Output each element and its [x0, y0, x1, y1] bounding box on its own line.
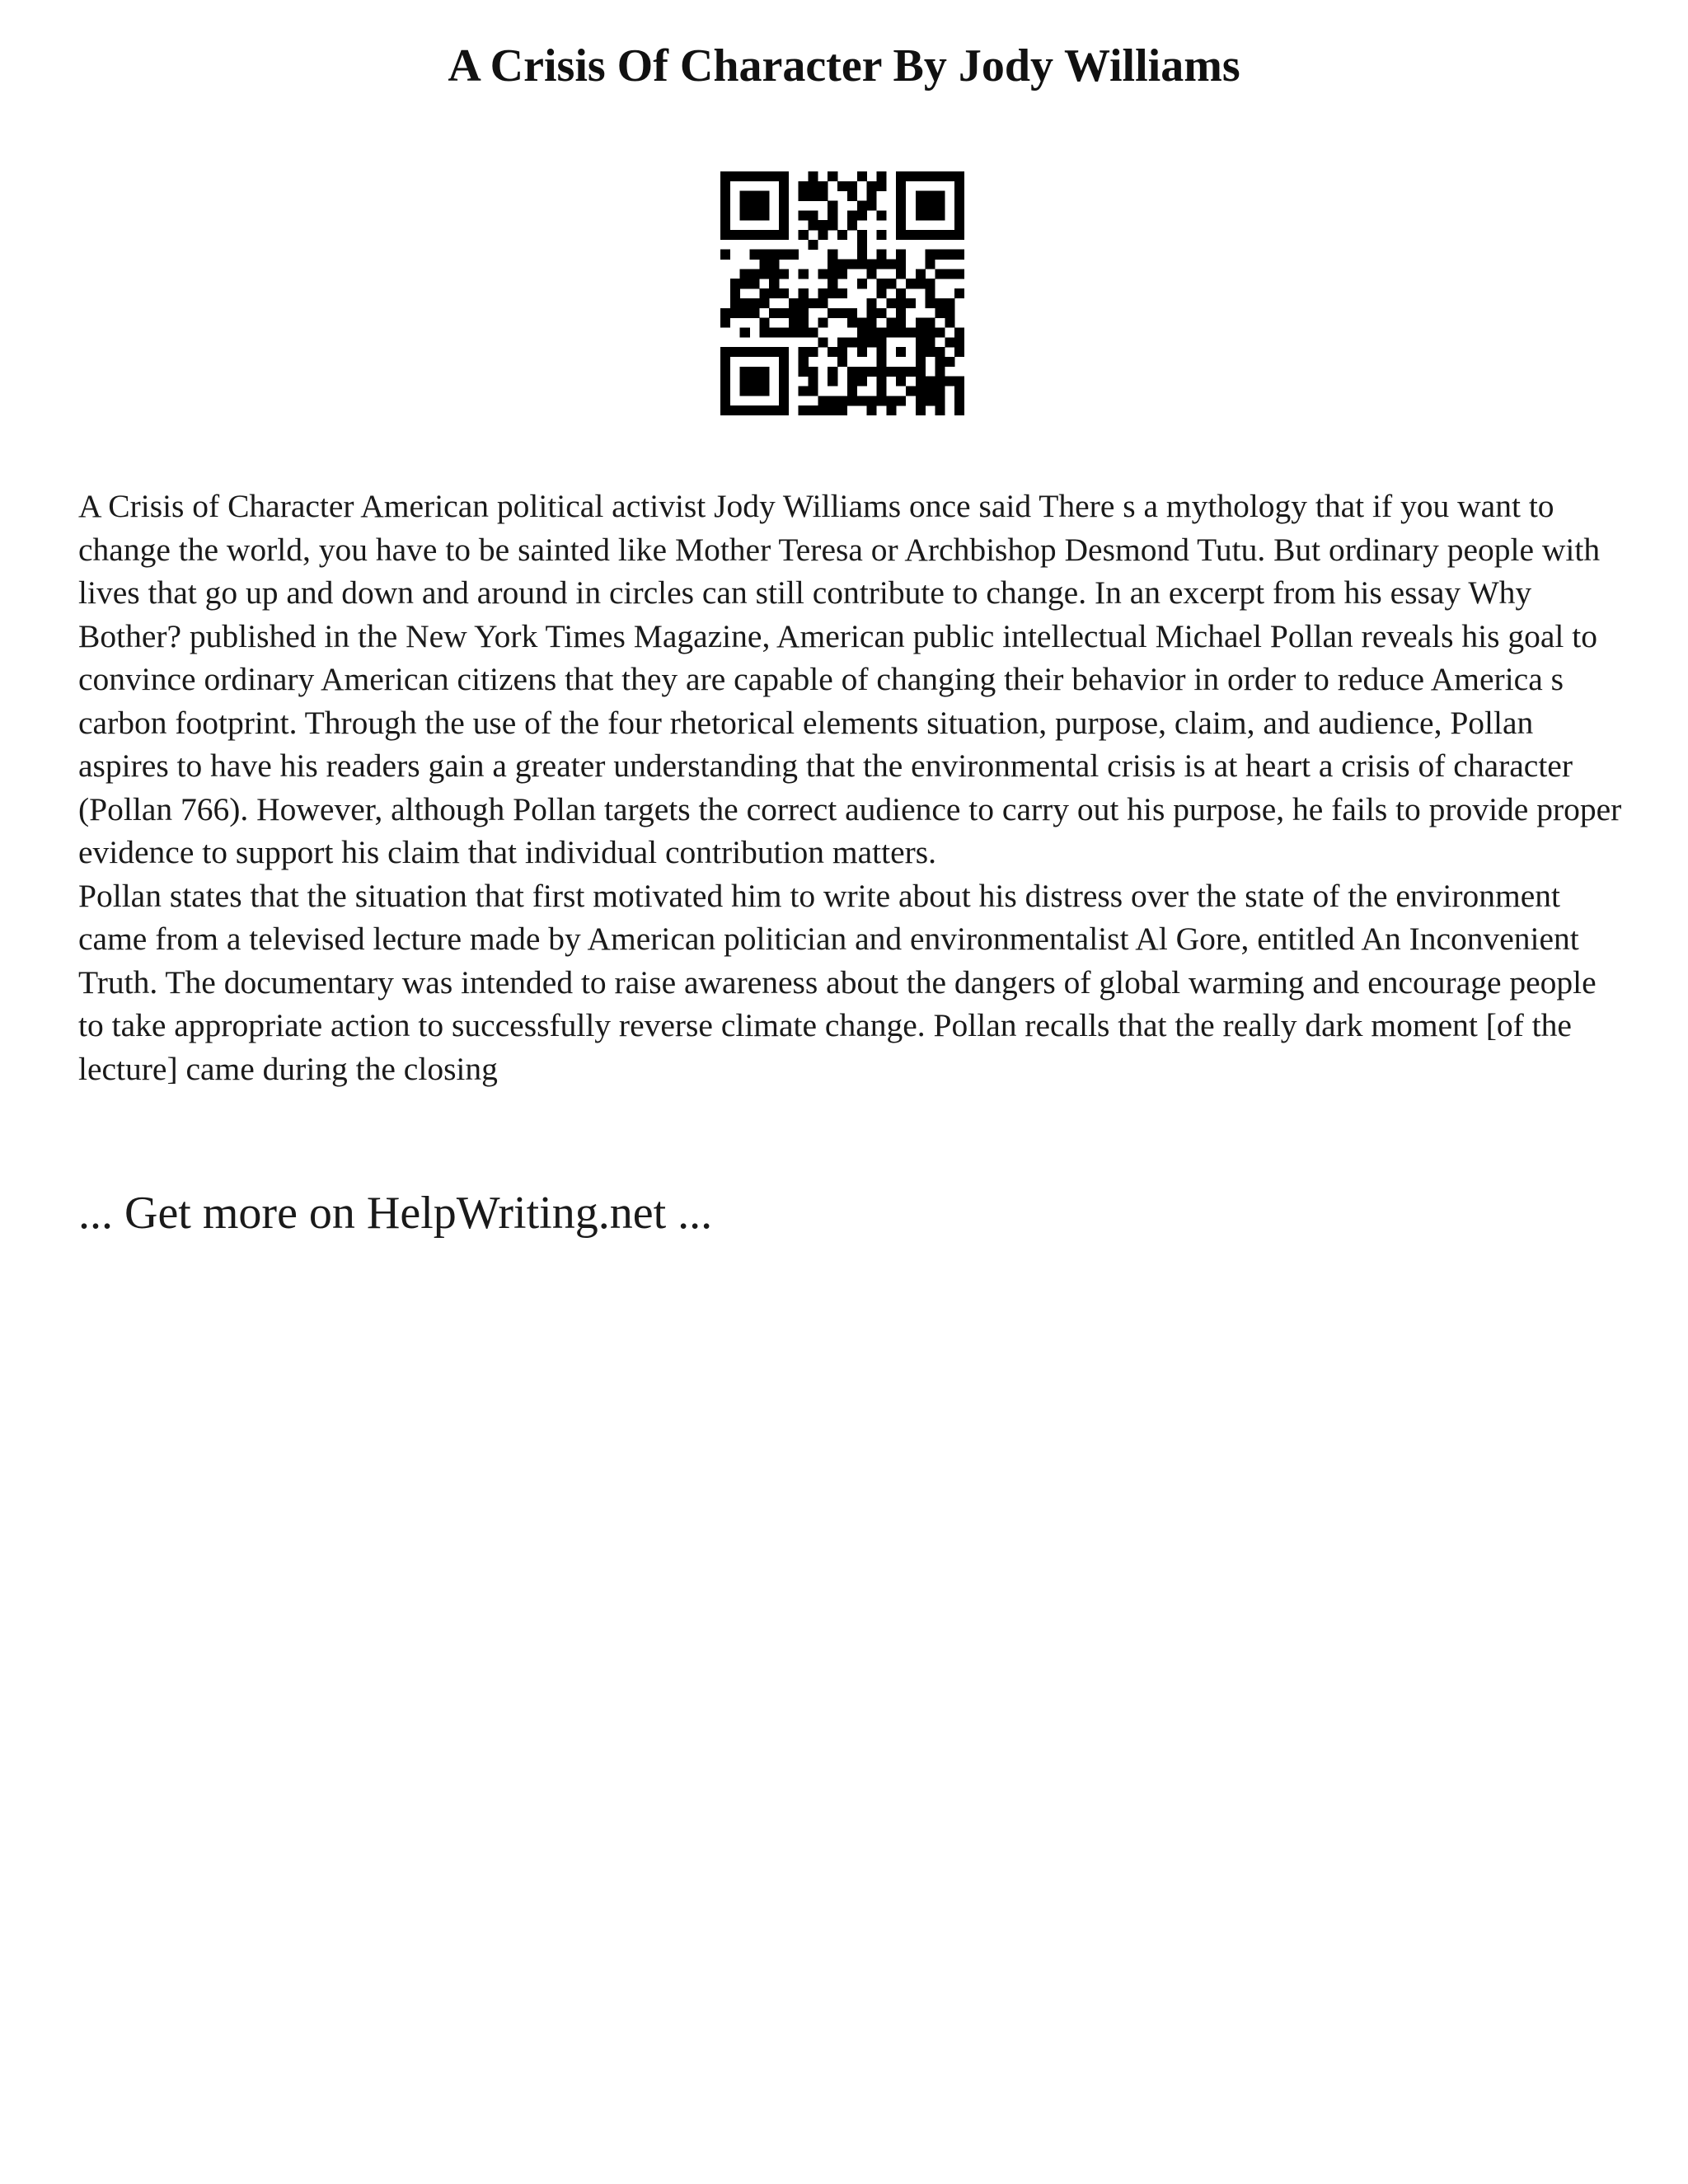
get-more-link[interactable]: ... Get more on HelpWriting.net ... — [78, 1188, 713, 1239]
document-title: A Crisis Of Character By Jody Williams — [448, 40, 1240, 91]
qr-code-icon[interactable] — [720, 171, 964, 415]
paragraph: A Crisis of Character American political activist Jody Williams once said There s a mythology that if you want to change the world, you have to be sainted like Mother Teresa or Archbishop Desmond Tutu. But ordinary people with lives that go up and down and around in circles can still contribute to change. In an excerpt from his essay Why Bother? published in the New York Times Magazine, American public intellectual Michael Pollan reveals his goal to convince ordinary American citizens that they are capable of changing their behavior in order to reduce America s carbon footprint. Through the use of the four rhetorical elements situation, purpose, claim, and audience, Pollan aspires to have his readers gain a greater understanding that the environmental crisis is at heart a crisis of character (Pollan 766). However, although Pollan targets the correct audience to carry out his purpose, he fails to provide proper evidence to support his claim that individual contribution matters. — [78, 488, 1622, 870]
document-body — [78, 485, 1628, 1090]
paragraph: Pollan states that the situation that first motivated him to write about his distress over the state of the environment came from a televised lecture made by American politician and environmentalist Al Gore, entitled An Inconvenient Truth. The documentary was intended to raise awareness about the dangers of global warming and encourage people to take appropriate action to successfully reverse climate change. Pollan recalls that the really dark moment [of the lecture] came during the closing — [78, 877, 1597, 1087]
